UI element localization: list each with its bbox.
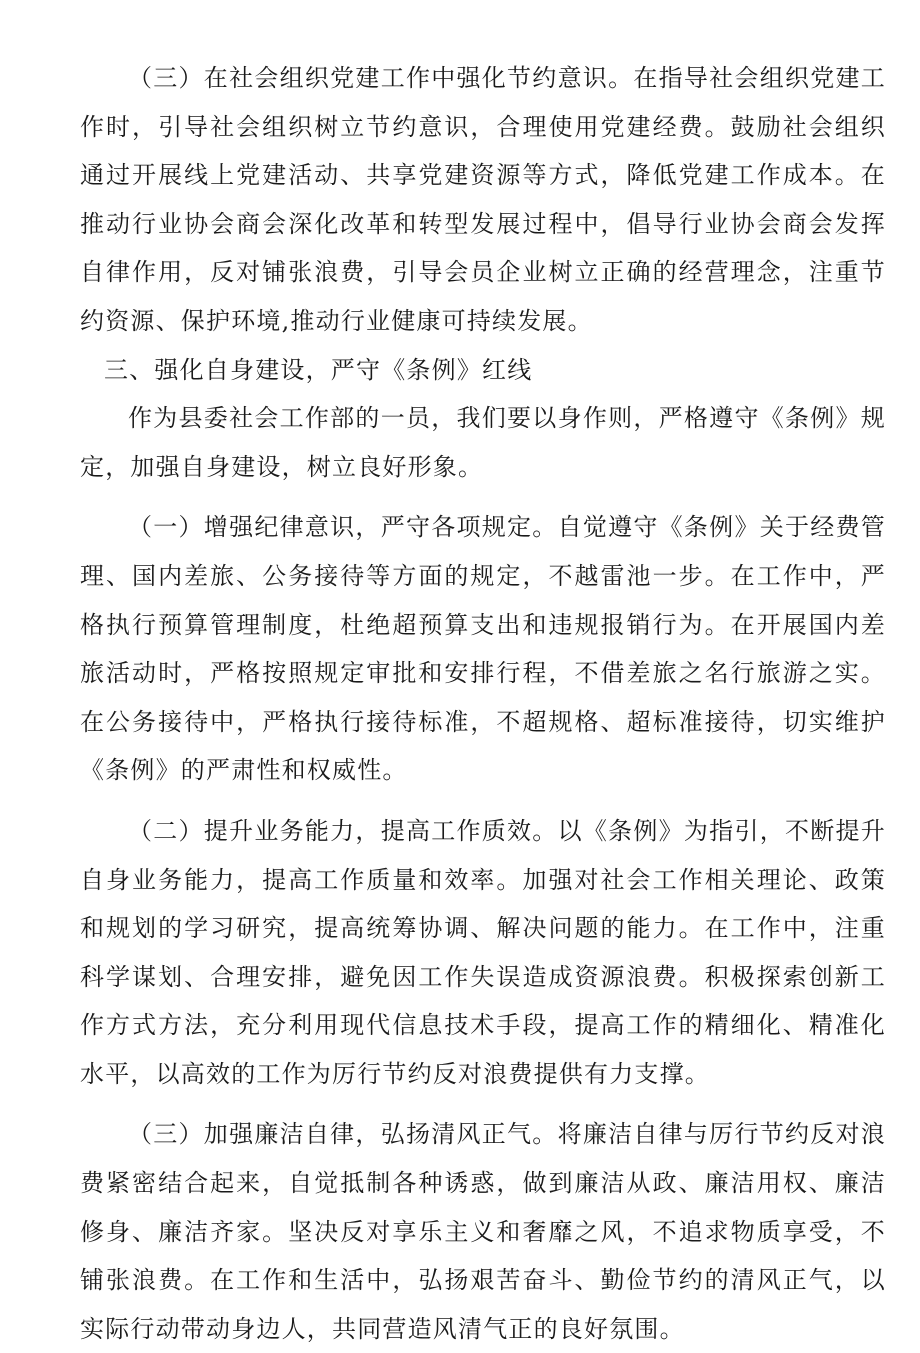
paragraph-business-ability: （二）提升业务能力，提高工作质效。以《条例》为指引，不断提升自身业务能力，提高工作质量和效率。加强对社会工作相关理论、政策和规划的学习研究，提高统筹协调、解决问题的能力。在工作中，注重科学谋划、合理安排，避免因工作失误造成资源浪费。积极探索创新工作方式方法，充分利用现代信息技术手段，提高工作的精细化、精准化水平，以高效的工作为厉行节约反对浪费提供有力支撑。 xyxy=(80,816,886,1088)
document-body xyxy=(80,54,886,1353)
section-heading-three: 三、强化自身建设，严守《条例》红线 xyxy=(104,355,533,384)
paragraph-social-org-party-building: （三）在社会组织党建工作中强化节约意识。在指导社会组织党建工作时，引导社会组织树立节约意识，合理使用党建经费。鼓励社会组织通过开展线上党建活动、共享党建资源等方式，降低党建工作成本。在推动行业协会商会深化改革和转型发展过程中，倡导行业协会商会发挥自律作用，反对铺张浪费，引导会员企业树立正确的经营理念，注重节约资源、保护环境,推动行业健康可持续发展。 xyxy=(80,64,886,335)
paragraph-integrity: （三）加强廉洁自律，弘扬清风正气。将廉洁自律与厉行节约反对浪费紧密结合起来，自觉抵制各种诱惑，做到廉洁从政、廉洁用权、廉洁修身、廉洁齐家。坚决反对享乐主义和奢靡之风，不追求物质享受，不铺张浪费。在工作和生活中，弘扬艰苦奋斗、勤俭节约的清风正气，以实际行动带动身边人，共同营造风清气正的良好氛围。 xyxy=(80,1120,886,1343)
paragraph-discipline: （一）增强纪律意识，严守各项规定。自觉遵守《条例》关于经费管理、国内差旅、公务接待等方面的规定，不越雷池一步。在工作中，严格执行预算管理制度，杜绝超预算支出和违规报销行为。在开展国内差旅活动时，严格按照规定审批和安排行程，不借差旅之名行旅游之实。在公务接待中，严格执行接待标准，不超规格、超标准接待，切实维护《条例》的严肃性和权威性。 xyxy=(80,513,886,785)
paragraph-section-intro: 作为县委社会工作部的一员，我们要以身作则，严格遵守《条例》规定，加强自身建设，树立良好形象。 xyxy=(80,404,886,481)
